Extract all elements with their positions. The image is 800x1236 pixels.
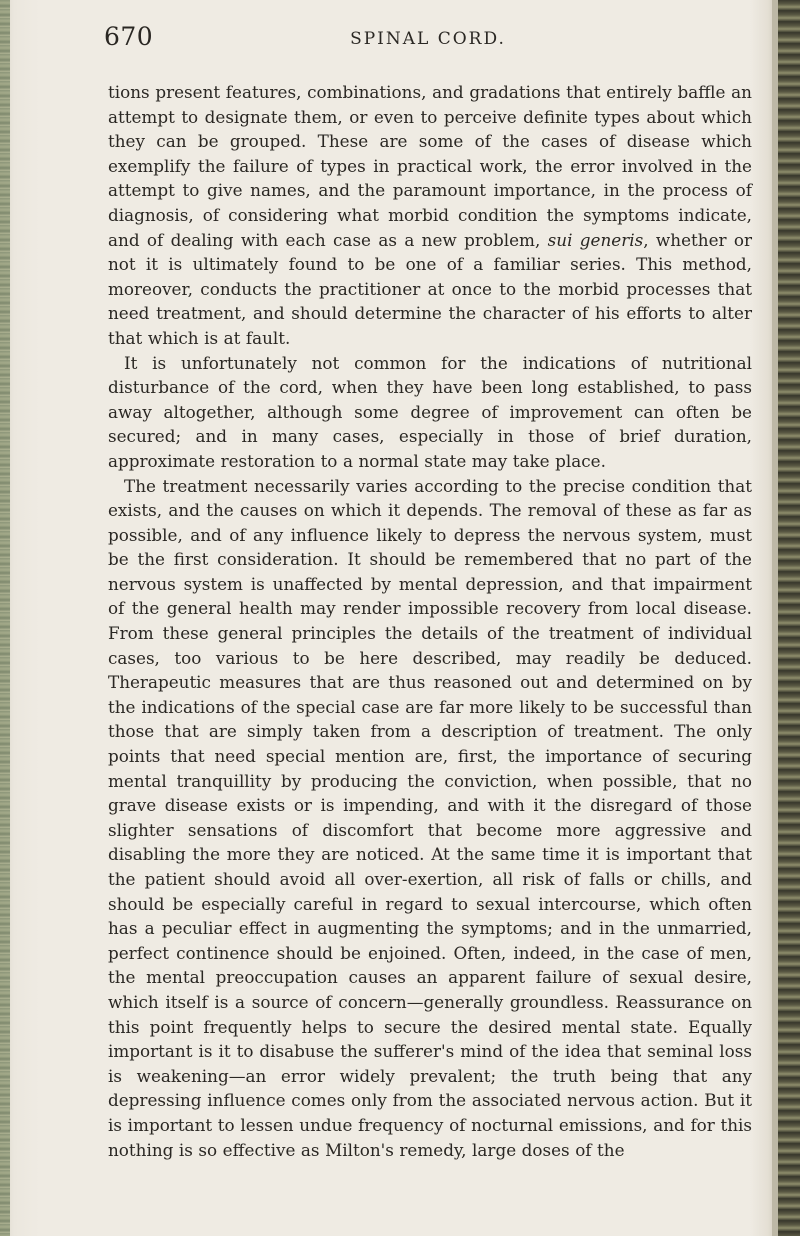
page-left-edge [0, 0, 10, 1236]
page-number: 670 [104, 22, 154, 51]
body-text [108, 80, 752, 1162]
paragraph-3: The treatment necessarily varies according to the precise condition that exists, and the causes on which it depends. The removal of these as far as possible, and of any influence likely to depress the nervous system, must be the first consideration. It should be remembered that no part of the nervous system is unaffected by mental depression, and that impairment of the general health may render impossible recovery from local disease. From these general principles the details of the treatment of individual cases, too various to be here described, may readily be deduced. Therapeutic measures that are thus reasoned out and determined on by the indications of the special case are far more likely to be successful than those that are simply taken from a description of treatment. The only points that need special mention are, first, the importance of securing mental tranquillity by producing the conviction, when possible, that no grave disease exists or is impending, and with it the disregard of those slighter sensations of discomfort that become more aggressive and disabling the more they are noticed. At the same time it is important that the patient should avoid all over-exertion, all risk of falls or chills, and should be especially careful in regard to sexual intercourse, which often has a peculiar effect in augmenting the symptoms; and in the unmarried, perfect continence should be enjoined. Often, indeed, in the case of men, the mental preoccupation causes an apparent failure of sexual desire, which itself is a source of concern—generally groundless. Reassurance on this point frequently helps to secure the desired mental state. Equally important is it to disabuse the sufferer's mind of the idea that seminal loss is weakening—an error widely prevalent; the truth being that any depressing influence comes only from the associated nervous action. But it is important to lessen undue frequency of nocturnal emissions, and for this nothing is so effective as Milton's remedy, large doses of the [108, 475, 752, 1160]
paragraph-1 [108, 80, 752, 351]
page-right-edge [778, 0, 800, 1236]
paragraph-1-italic: sui generis [547, 229, 644, 250]
paragraph-2: It is unfortunately not common for the indications of nutritional disturbance of the cord, when they have been long established, to pass away altogether, although some degree of improvement can often be secured; and in many cases, especially in those of brief duration, approximate restoration to a normal state may take place. [108, 352, 752, 471]
running-head: SPINAL CORD. [350, 29, 506, 49]
page-header [104, 22, 752, 62]
paragraph-1-end: , whether or not it is ultimately found to be one of a familiar series. This method, moreover, conducts the practitioner at once to the morbid processes that need treatment, and should determine the character of his efforts to alter that which is at fault. [108, 229, 752, 348]
paragraph-1-text: tions present features, combinations, and gradations that entirely baffle an attempt to designate them, or even to perceive definite types about which they can be grouped. These are some of the cases of disease which exemplify the failure of types in practical work, the error involved in the attempt to give names, and the paramount importance, in the process of diagnosis, of considering what morbid condition the symptoms indicate, and of dealing with each case as a new problem, [108, 82, 752, 250]
